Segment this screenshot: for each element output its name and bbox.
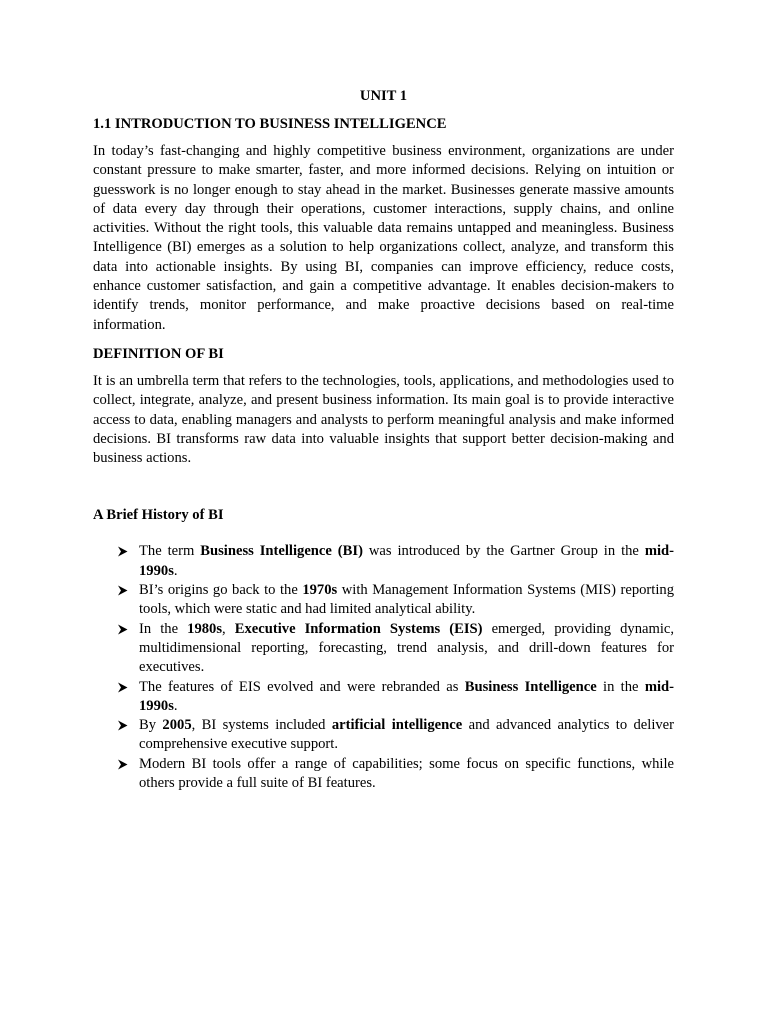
history-heading: A Brief History of BI	[93, 507, 224, 524]
history-bullet-item	[139, 620, 674, 678]
text-run: In the	[139, 620, 188, 637]
text-run: The features of EIS evolved and were rebranded as	[139, 678, 465, 695]
text-run: Modern BI tools offer a range of capabilities; some focus on specific functions, while others provide a full suite of BI features.	[139, 755, 674, 792]
text-run: ,	[222, 620, 235, 637]
bold-text: Business Intelligence (BI)	[200, 543, 363, 560]
bold-text: Executive Information Systems (EIS)	[234, 620, 483, 637]
bold-text: 1970s	[302, 582, 338, 599]
text-run: The term	[139, 543, 201, 560]
arrow-right-icon	[117, 755, 129, 774]
text-run: .	[173, 697, 178, 714]
history-bullet-list	[93, 542, 674, 793]
text-run: BI’s origins go back to the	[139, 582, 303, 599]
spacer	[93, 477, 674, 505]
bold-text: 2005	[162, 717, 192, 734]
text-run: By	[139, 717, 163, 734]
history-bullet-item	[139, 678, 674, 717]
definition-paragraph: It is an umbrella term that refers to the technologies, tools, applications, and methodologies used to collect, integrate, analyze, and present business information. Its main goal is to provide interactive access to data, enabling managers and analysts to perform meaningful analysis and make informed decisions. BI transforms raw data into valuable insights that support better decision-making and business actions.	[93, 372, 674, 467]
intro-heading: 1.1 INTRODUCTION TO BUSINESS INTELLIGENCE	[93, 116, 447, 132]
history-bullet-item	[139, 542, 674, 581]
arrow-right-icon	[117, 581, 129, 600]
arrow-right-icon	[117, 716, 129, 735]
arrow-right-icon	[117, 542, 129, 561]
history-bullet-item	[139, 716, 674, 755]
document-page	[93, 86, 674, 793]
bold-text: mid-1990s	[139, 543, 675, 579]
history-bullet-item	[139, 755, 674, 794]
bold-text: artificial intelligence	[331, 717, 463, 734]
text-run: in the	[596, 678, 645, 695]
history-bullet-item	[139, 581, 674, 620]
intro-paragraph: In today’s fast-changing and highly competitive business environment, organizations are under constant pressure to make smarter, faster, and more informed decisions. Relying on intuition or guesswork is no longer enough to stay ahead in the market. Businesses generate massive amounts of data every day through their operations, customer interactions, supply chains, and online activities. Without the right tools, this valuable data remains untapped and meaningless. Business Intelligence (BI) emerges as a solution to help organizations collect, analyze, and transform this data into actionable insights. By using BI, companies can improve efficiency, reduce costs, enhance customer satisfaction, and gain a competitive advantage. It enables decision-makers to identify trends, monitor performance, and make proactive decisions based on real-time information.	[93, 143, 674, 333]
arrow-right-icon	[117, 620, 129, 639]
text-run: .	[173, 562, 178, 579]
definition-heading: DEFINITION OF BI	[93, 345, 224, 362]
bold-text: Business Intelligence	[464, 678, 597, 695]
text-run: and advanced analytics to deliver comprehensive executive support.	[139, 717, 675, 753]
text-run: with Management Information Systems (MIS) reporting tools, which were static and had limited analytical ability.	[139, 582, 674, 618]
arrow-right-icon	[117, 678, 129, 697]
bold-text: 1980s	[187, 620, 223, 637]
text-run: was introduced by the Gartner Group in the	[362, 543, 645, 560]
bold-text: mid-1990s	[139, 678, 675, 714]
text-run: emerged, providing dynamic, multidimensional reporting, forecasting, trend analysis, and drill-down features for executives.	[139, 620, 674, 676]
text-run: , BI systems included	[191, 717, 332, 734]
unit-title: UNIT 1	[359, 88, 408, 104]
